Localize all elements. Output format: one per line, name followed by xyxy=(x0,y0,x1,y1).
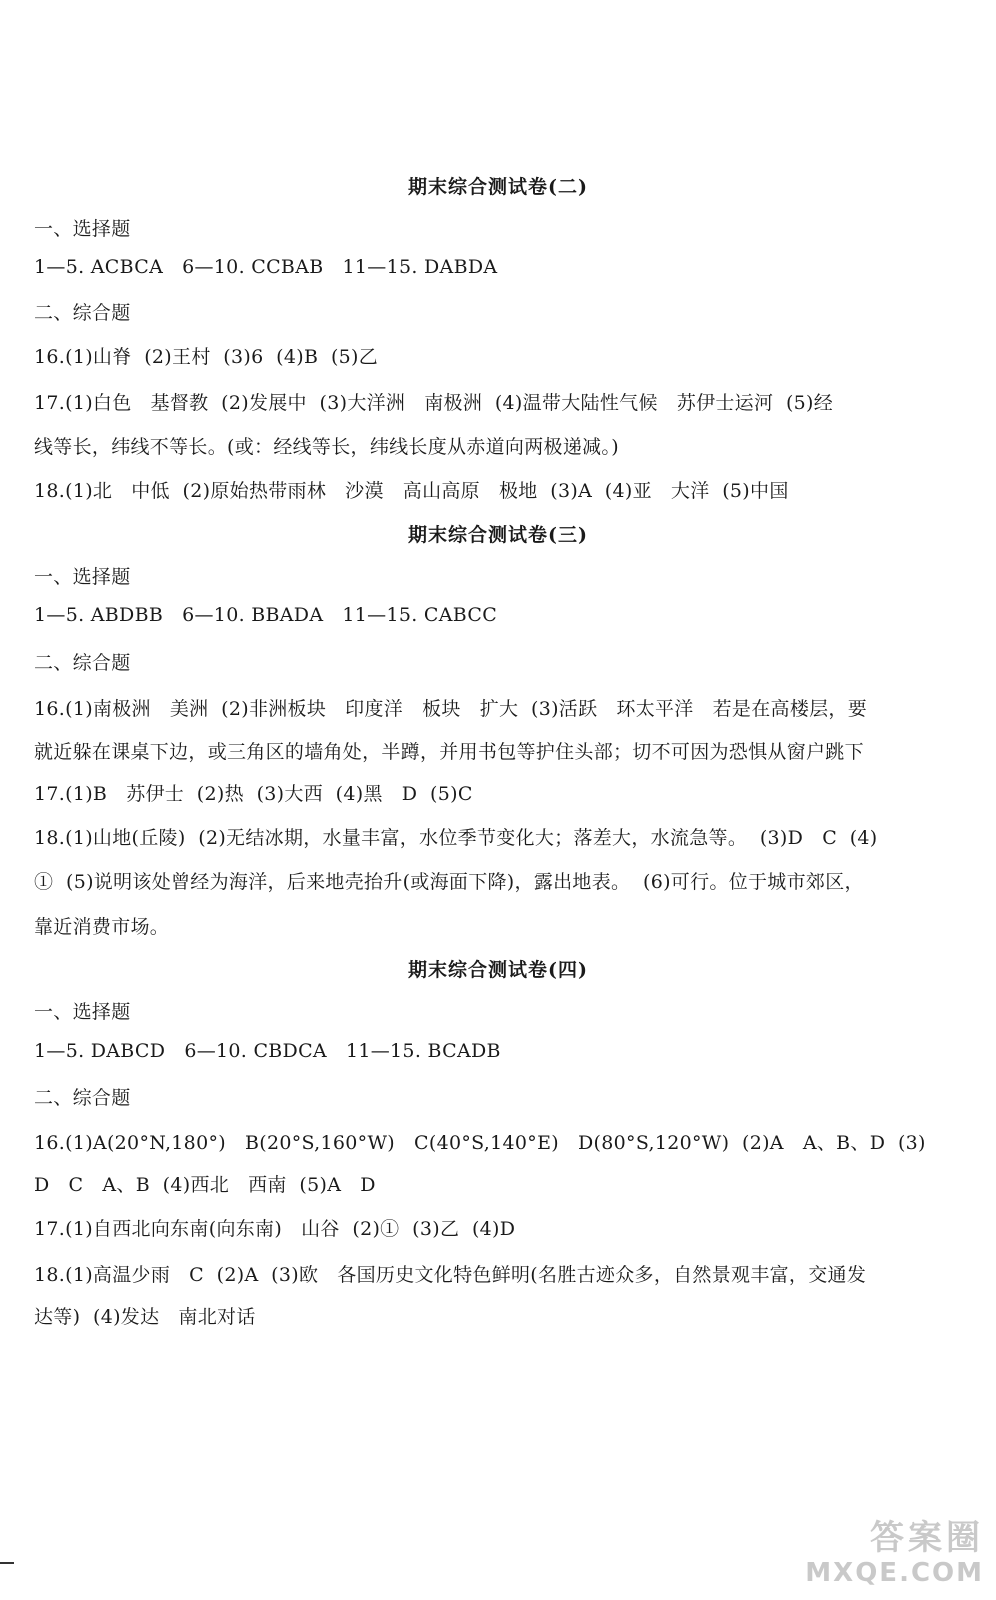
answer-line: 靠近消费市场。 xyxy=(34,916,170,938)
heading-comprehensive: 二、综合题 xyxy=(34,1087,131,1109)
heading-comprehensive: 二、综合题 xyxy=(34,302,131,324)
answer-line: 16.(1)南极洲 美洲 (2)非洲板块 印度洋 板块 扩大 (3)活跃 环太平洋 若是在高楼层，要 xyxy=(34,698,868,720)
watermark-url: MXQE.COM xyxy=(805,1558,984,1588)
choice-answers: 1—5. ABDBB 6—10. BBADA 11—15. CABCC xyxy=(34,604,498,626)
answer-line: 16.(1)A(20°N,180°) B(20°S,160°W) C(40°S,140°E) D(80°S,120°W) (2)A A、B、D (3) xyxy=(34,1132,926,1154)
answer-line: D C A、B (4)西北 西南 (5)A D xyxy=(34,1174,376,1196)
answer-line: 18.(1)北 中低 (2)原始热带雨林 沙漠 高山高原 极地 (3)A (4)亚 大洋 (5)中国 xyxy=(34,480,789,502)
watermark-logo xyxy=(784,1518,984,1592)
heading-comprehensive: 二、综合题 xyxy=(34,652,131,674)
choice-answers: 1—5. ACBCA 6—10. CCBAB 11—15. DABDA xyxy=(34,256,498,278)
answer-line: 就近躲在课桌下边，或三角区的墙角处，半蹲，并用书包等护住头部；切不可因为恐惧从窗户跳下 xyxy=(34,741,864,763)
answer-line: ① (5)说明该处曾经为海洋，后来地壳抬升(或海面下降)，露出地表。 (6)可行。位于城市郊区， xyxy=(34,871,864,893)
answer-line: 17.(1)B 苏伊士 (2)热 (3)大西 (4)黑 D (5)C xyxy=(34,783,473,805)
heading-choice: 一、选择题 xyxy=(34,1001,131,1023)
page-edge-mark xyxy=(0,1562,14,1564)
answer-line: 18.(1)山地(丘陵) (2)无结冰期，水量丰富，水位季节变化大；落差大，水流急等。 (3)D C (4) xyxy=(34,827,878,849)
watermark-title: 答案圈 xyxy=(870,1518,984,1558)
answer-line: 达等) (4)发达 南北对话 xyxy=(34,1306,256,1328)
answer-line: 16.(1)山脊 (2)王村 (3)6 (4)B (5)乙 xyxy=(34,346,379,368)
heading-choice: 一、选择题 xyxy=(34,218,131,240)
heading-choice: 一、选择题 xyxy=(34,566,131,588)
answer-line: 线等长，纬线不等长。(或：经线等长，纬线长度从赤道向两极递减。) xyxy=(34,436,619,458)
answer-line: 17.(1)白色 基督教 (2)发展中 (3)大洋洲 南极洲 (4)温带大陆性气候 苏伊士运河 (5)经 xyxy=(34,392,834,414)
section-title: 期末综合测试卷(四) xyxy=(408,959,588,981)
choice-answers: 1—5. DABCD 6—10. CBDCA 11—15. BCADB xyxy=(34,1040,501,1062)
answer-line: 17.(1)自西北向东南(向东南) 山谷 (2)① (3)乙 (4)D xyxy=(34,1218,516,1240)
answer-line: 18.(1)高温少雨 C (2)A (3)欧 各国历史文化特色鲜明(名胜古迹众多，自然景观丰富，交通发 xyxy=(34,1264,867,1286)
section-title: 期末综合测试卷(三) xyxy=(408,524,588,546)
section-title: 期末综合测试卷(二) xyxy=(408,176,588,198)
